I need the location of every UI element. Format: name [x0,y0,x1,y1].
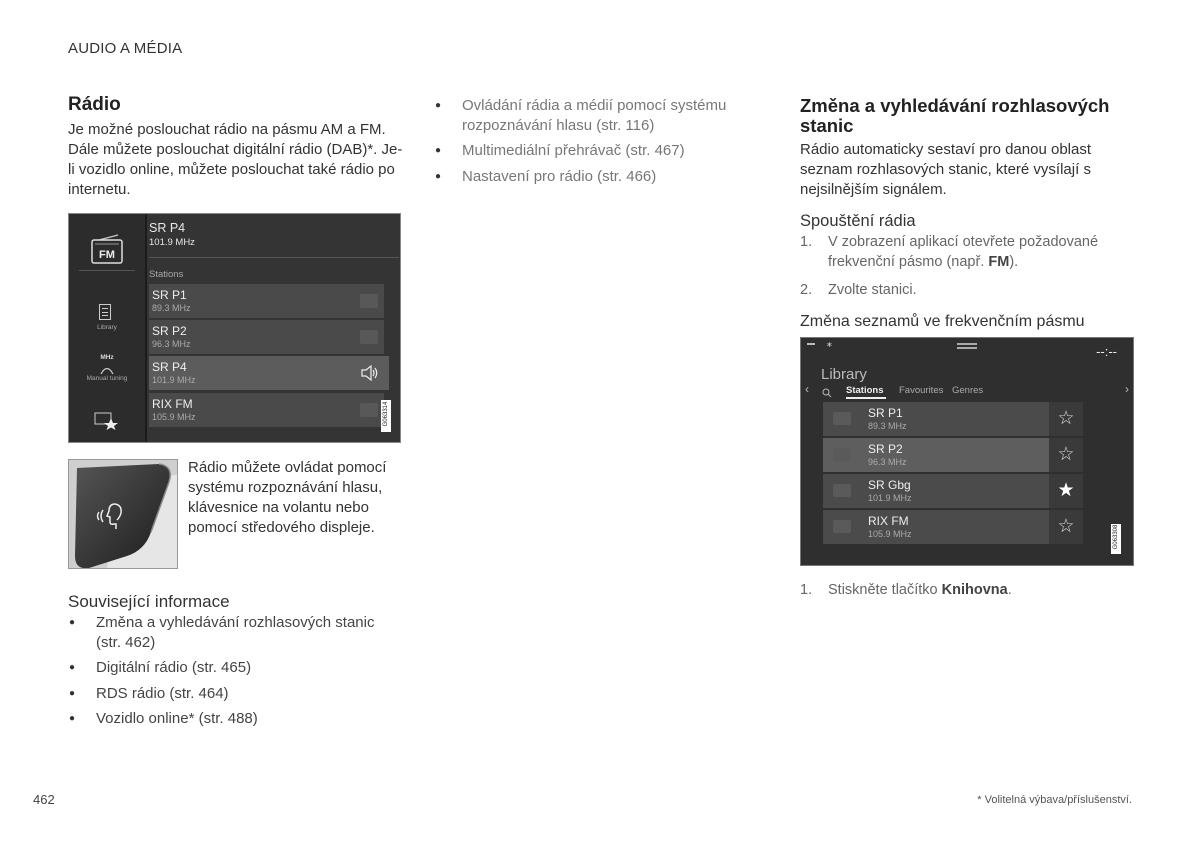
footnote: * Volitelná výbava/příslušenství. [977,794,1132,806]
related-list [68,613,388,729]
bluetooth-icon: ∗ [826,340,833,349]
chevron-left-icon[interactable]: ‹ [805,382,809,396]
related-link[interactable]: ● Digitální rádio (str. 465) [68,658,388,678]
figure-code: G063314 [381,400,391,432]
page-number: 462 [33,792,55,807]
now-playing-freq: 101.9 MHz [149,237,195,248]
favourite-radio-icon[interactable] [94,410,118,435]
station-art-icon [833,520,851,533]
related-title: Související informace [68,592,230,611]
library-icon[interactable] [99,304,111,320]
fm-radio-icon[interactable]: FM [91,234,123,264]
change-list-title: Změna seznamů ve frekvenčním pásmu [800,313,1085,330]
change-list-steps [800,580,1120,600]
section-header: AUDIO A MÉDIA [68,40,183,57]
drag-handle-icon[interactable] [957,343,977,345]
station-row-active[interactable]: SR P4 101.9 MHz [149,356,389,390]
station-row[interactable]: RIX FM 105.9 MHz [149,393,384,427]
library-station-row[interactable]: SR Gbg 101.9 MHz ★ [823,474,1083,508]
voice-control-text: Rádio můžete ovládat pomocí systému rozpoznávání hlasu, klávesnice na volantu nebo pomocí středového displeje. [188,459,387,536]
start-radio-steps [800,232,1120,300]
tab-favourites[interactable]: Favourites [899,385,944,396]
tab-underline [846,397,886,399]
library-label: Library [97,324,117,331]
change-stations-intro: Rádio automaticky sestaví pro danou oblast seznam rozhlasových stanic, které vysílají s nejsilnějším signálem. [800,141,1091,198]
station-row[interactable]: SR P2 96.3 MHz [149,320,384,354]
library-screen [800,337,1134,566]
related-link[interactable]: ● Ovládání rádia a médií pomocí systému rozpoznávání hlasu (str. 116) [434,96,754,135]
star-icon[interactable]: ☆ [1049,438,1083,472]
related-link[interactable]: ● RDS rádio (str. 464) [68,684,388,704]
figure-code: G063308 [1111,524,1121,554]
star-icon[interactable]: ☆ [1049,402,1083,436]
voice-control-icon [95,502,129,535]
station-art-icon [360,403,378,417]
chevron-right-icon[interactable]: › [1125,382,1129,396]
station-art-icon [360,330,378,344]
step-item: 1. Stiskněte tlačítko Knihovna. [800,582,1012,598]
radio-intro: Je možné poslouchat rádio na pásmu AM a FM. Dále můžete poslouchat digitální rádio (DAB)*. Je-li vozidlo online, můžete poslouchat také rádio po internetu. [68,121,403,198]
clock: --:-- [1096,344,1117,359]
change-stations-title: Změna a vyhledávání rozhlasových stanic [800,95,1110,136]
speaker-icon [361,365,379,386]
station-art-icon [833,412,851,425]
search-icon[interactable] [822,385,832,403]
related-list-continued [434,96,754,186]
related-link[interactable]: ● Vozidlo online* (str. 488) [68,709,388,729]
manual-tuning-label: Manual tuning [86,375,128,382]
related-link[interactable]: ● Změna a vyhledávání rozhlasových stanic (str. 462) [68,613,388,652]
step-item: 1. V zobrazení aplikací otevřete požadované frekvenční pásmo (např. FM). [800,234,1099,270]
step-item: 2. Zvolte stanici. [800,282,917,298]
star-filled-icon[interactable]: ★ [1049,474,1083,508]
voice-control-image [68,459,178,569]
radio-title: Rádio [68,94,121,115]
related-link[interactable]: ● Nastavení pro rádio (str. 466) [434,167,754,187]
related-link[interactable]: ● Multimediální přehrávač (str. 467) [434,141,754,161]
start-radio-title: Spouštění rádia [800,212,916,230]
mhz-label: MHz [100,354,114,361]
signal-icon [807,343,815,345]
tab-genres[interactable]: Genres [952,385,984,396]
library-station-row[interactable]: SR P2 96.3 MHz ☆ [823,438,1083,472]
library-station-row[interactable]: RIX FM 105.9 MHz ☆ [823,510,1083,544]
radio-screen [68,213,401,443]
now-playing-name: SR P4 [149,221,186,235]
tab-stations[interactable]: Stations [846,385,884,396]
star-icon[interactable]: ☆ [1049,510,1083,544]
station-art-icon [833,484,851,497]
stations-label: Stations [149,269,184,280]
station-row[interactable]: SR P1 89.3 MHz [149,284,384,318]
station-art-icon [833,448,851,461]
library-title: Library [821,366,867,383]
station-art-icon [360,294,378,308]
library-station-row[interactable]: SR P1 89.3 MHz ☆ [823,402,1083,436]
